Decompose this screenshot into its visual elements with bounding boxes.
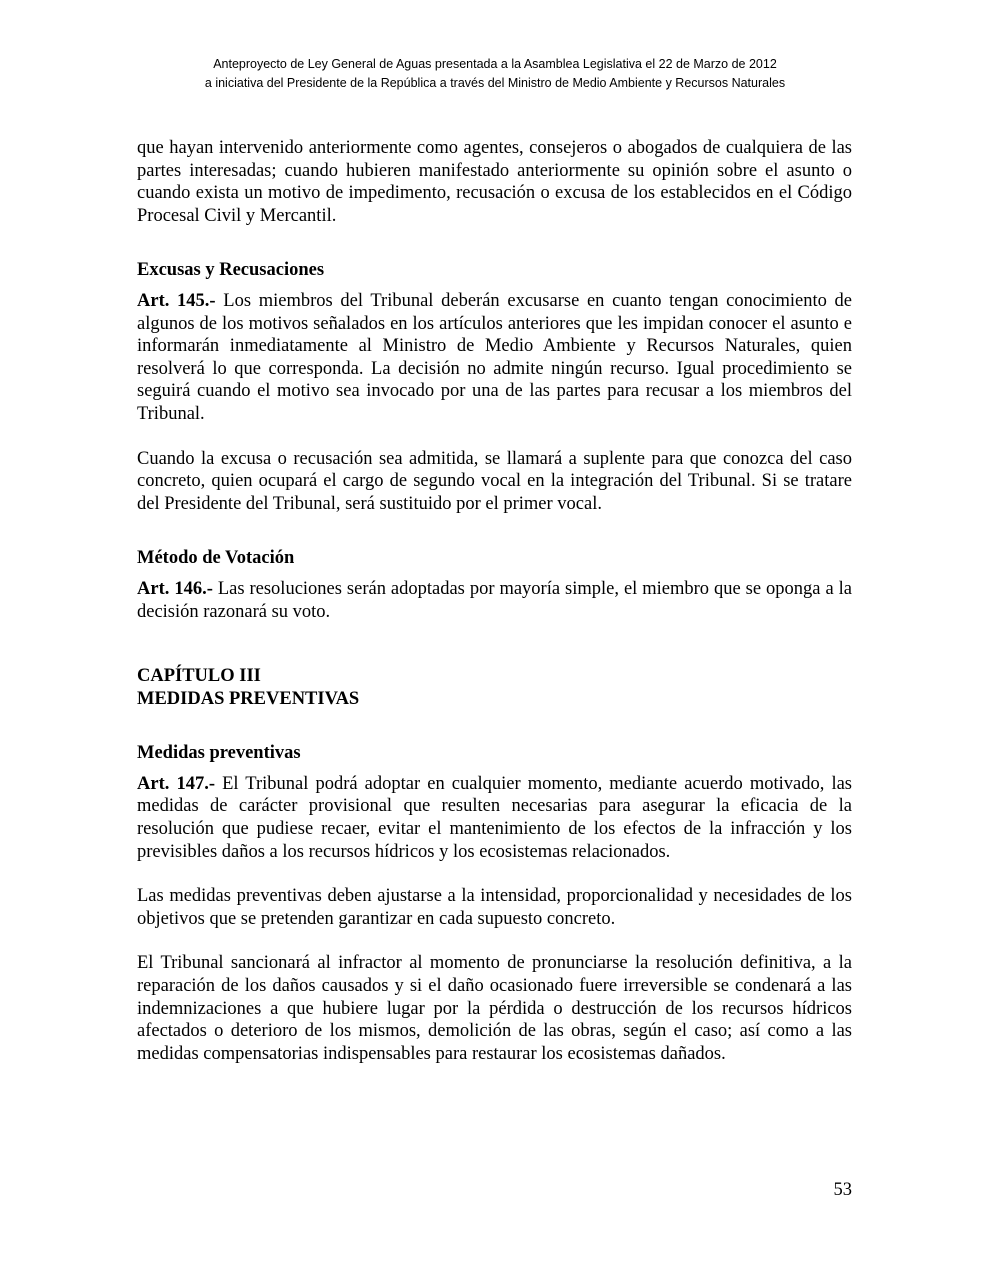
paragraph-excusa: Cuando la excusa o recusación sea admitida, se llamará a suplente para que conozca del caso concreto, quien ocupará el cargo de segundo vocal en la integración del Tribunal. Si se tratare del Presidente del Tribunal, será sustituido por el primer vocal. [137, 448, 852, 514]
paragraph-medidas: Las medidas preventivas deben ajustarse a la intensidad, proporcionalidad y necesidades de los objetivos que se pretenden garantizar en cada supuesto concreto. [137, 886, 852, 929]
page-number: 53 [833, 1180, 852, 1200]
chapter-title: MEDIDAS PREVENTIVAS [137, 688, 360, 709]
article-147 [137, 773, 852, 863]
article-147-label: Art. 147.- [137, 773, 215, 794]
paragraph-intro: que hayan intervenido anteriormente como agentes, consejeros o abogados de cualquiera de las partes interesadas; cuando hubieren manifestado anteriormente su opinión sobre el asunto o cuando exista un motivo de impedimento, recusación o excusa de los establecidos en el Código Procesal Civil y Mercantil. [137, 138, 852, 226]
heading-metodo: Método de Votación [137, 548, 295, 569]
article-145-label: Art. 145.- [137, 290, 216, 311]
header-line-1: Anteproyecto de Ley General de Aguas presentada a la Asamblea Legislativa el 22 de Marzo de 2012 [213, 57, 777, 71]
article-147-text: El Tribunal podrá adoptar en cualquier momento, mediante acuerdo motivado, las medidas de carácter provisional que resulten necesarias para asegurar la eficacia de la resolución que pudiese recaer, evitar el mantenimiento de los efectos de la infracción y los previsibles daños a los recursos hídricos y los ecosistemas relacionados. [137, 773, 852, 862]
heading-medidas: Medidas preventivas [137, 743, 301, 764]
paragraph-sancion: El Tribunal sancionará al infractor al momento de pronunciarse la resolución definitiva, a la reparación de los daños causados y si el daño ocasionado fuere irreversible se condenará a las indemnizaciones a que hubiere lugar por la pérdida o destrucción de los recursos hídricos afectados o deterioro de los mismos, demolición de las obras, según el caso; así como a las medidas compensatorias indispensables para restaurar los ecosistemas dañados. [137, 953, 852, 1064]
article-145 [137, 290, 852, 426]
page-header [0, 55, 990, 93]
header-line-2: a iniciativa del Presidente de la República a través del Ministro de Medio Ambiente y Recursos Naturales [204, 76, 786, 90]
chapter-number: CAPÍTULO III [137, 666, 261, 687]
heading-excusas: Excusas y Recusaciones [137, 260, 325, 281]
article-146-text: Las resoluciones serán adoptadas por mayoría simple, el miembro que se oponga a la decisión razonará su voto. [137, 578, 852, 622]
article-146 [137, 578, 852, 623]
article-146-label: Art. 146.- [137, 578, 213, 599]
article-145-text: Los miembros del Tribunal deberán excusarse en cuanto tengan conocimiento de algunos de los motivos señalados en los artículos anteriores que les impidan conocer el asunto e informarán inmediatamente al Ministro de Medio Ambiente y Recursos Naturales, quien resolverá lo que corresponda. La decisión no admite ningún recurso. Igual procedimiento se seguirá cuando el motivo sea invocado por una de las partes para recusar a los miembros del Tribunal. [137, 290, 852, 424]
document-body [137, 137, 852, 1065]
